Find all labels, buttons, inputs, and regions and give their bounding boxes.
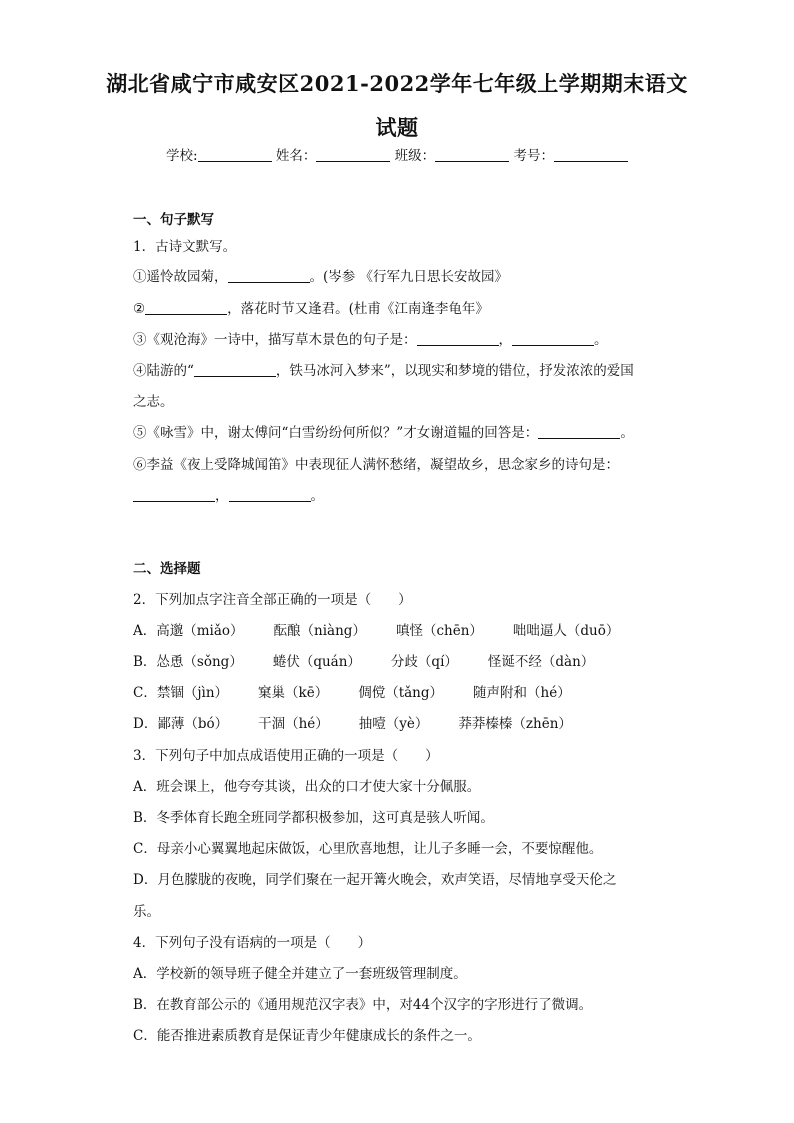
class-blank[interactable] bbox=[435, 147, 509, 162]
item-c-comma: ， bbox=[498, 332, 512, 348]
option-a-word-3: 嗔怪（chēn） bbox=[395, 623, 483, 639]
option-d-word-1: D．鄙薄（bó） bbox=[133, 716, 229, 732]
item-e-blank[interactable] bbox=[538, 424, 620, 439]
item-d-text: ④陆游的“ bbox=[133, 363, 194, 379]
item-c-blank-1[interactable] bbox=[417, 331, 499, 346]
question-1-item-e bbox=[133, 421, 634, 441]
item-a-source: 。(岑参 《行军九日思长安故园》 bbox=[309, 269, 509, 285]
question-3-option-d-wrap: 乐。 bbox=[133, 904, 160, 920]
option-a-word-2: 酝酿（niàng） bbox=[273, 623, 366, 639]
item-d-blank[interactable] bbox=[194, 362, 276, 377]
option-c-word-3: 倜傥（tǎng） bbox=[358, 685, 444, 701]
name-label: 姓名： bbox=[275, 148, 317, 164]
question-2-stem: 2．下列加点字注音全部正确的一项是（ ） bbox=[133, 592, 412, 608]
question-2-option-b[interactable] bbox=[133, 650, 624, 670]
section1-heading: 一、句子默写 bbox=[133, 212, 214, 228]
exam-title-line2: 试题 bbox=[375, 115, 419, 140]
item-f-blank-1[interactable] bbox=[133, 487, 215, 502]
exam-title-line1: 湖北省咸宁市咸安区2021-2022学年七年级上学期期末语文 bbox=[106, 71, 688, 96]
question-4-option-b[interactable]: B．在教育部公示的《通用规范汉字表》中，对44个汉字的字形进行了微调。 bbox=[133, 997, 593, 1013]
section2-heading: 二、选择题 bbox=[133, 561, 201, 577]
option-b-word-4: 怪诞不经（dàn） bbox=[487, 654, 595, 670]
question-4-stem: 4．下列句子没有语病的一项是（ ） bbox=[133, 935, 372, 951]
option-b-word-3: 分歧（qí） bbox=[390, 654, 458, 670]
item-e-period: 。 bbox=[620, 425, 634, 441]
item-f-comma: ， bbox=[215, 488, 229, 504]
question-1-item-d bbox=[133, 359, 634, 379]
option-d-word-4: 莽莽榛榛（zhēn） bbox=[458, 716, 572, 732]
question-1-stem: 1．古诗文默写。 bbox=[133, 239, 237, 255]
item-b-number: ② bbox=[133, 301, 146, 317]
exam-no-label: 考号： bbox=[513, 148, 554, 164]
item-f-period: 。 bbox=[310, 488, 324, 504]
question-1-item-b bbox=[133, 297, 489, 317]
school-label: 学校: bbox=[166, 148, 198, 164]
student-info-row bbox=[0, 144, 794, 164]
option-d-word-3: 抽噎（yè） bbox=[358, 716, 429, 732]
item-b-text: ，落花时节又逢君。(杜甫《江南逢李龟年》 bbox=[227, 301, 489, 317]
option-c-word-2: 窠巢（kē） bbox=[258, 685, 329, 701]
question-4-option-c[interactable]: C．能否推进素质教育是保证青少年健康成长的条件之一。 bbox=[133, 1028, 481, 1044]
item-c-blank-2[interactable] bbox=[512, 331, 594, 346]
question-3-option-c[interactable]: C．母亲小心翼翼地起床做饭，心里欣喜地想，让儿子多睡一会，不要惊醒他。 bbox=[133, 841, 603, 857]
item-c-period: 。 bbox=[594, 332, 608, 348]
question-1-item-d-wrap: 之志。 bbox=[133, 394, 174, 410]
school-blank[interactable] bbox=[198, 147, 272, 162]
item-c-text: ③《观沧海》一诗中，描写草木景色的句子是： bbox=[133, 332, 417, 348]
option-c-word-4: 随声附和（hé） bbox=[473, 685, 571, 701]
option-b-word-1: B．怂恿（sǒng） bbox=[133, 654, 243, 670]
option-b-word-2: 蜷伏（quán） bbox=[272, 654, 361, 670]
option-a-word-1: A．高邈（miǎo） bbox=[133, 623, 244, 639]
item-f-blank-2[interactable] bbox=[229, 487, 311, 502]
option-c-word-1: C．禁锢（jìn） bbox=[133, 685, 229, 701]
item-d-text-cont: ，铁马冰河入梦来”，以现实和梦境的错位，抒发浓浓的爱国 bbox=[275, 363, 634, 379]
option-d-word-2: 干涸（hé） bbox=[258, 716, 329, 732]
question-3-stem: 3．下列句子中加点成语使用正确的一项是（ ） bbox=[133, 748, 439, 764]
item-e-text: ⑤《咏雪》中，谢太傅问“白雪纷纷何所似？”才女谢道韫的回答是： bbox=[133, 425, 539, 441]
class-label: 班级： bbox=[394, 148, 436, 164]
question-3-option-d[interactable]: D．月色朦胧的夜晚，同学们聚在一起开篝火晚会，欢声笑语，尽情地享受天伦之 bbox=[133, 872, 617, 888]
question-1-item-c bbox=[133, 328, 608, 348]
question-4-option-a[interactable]: A．学校新的领导班子健全并建立了一套班级管理制度。 bbox=[133, 966, 467, 982]
item-a-text: ①遥怜故园菊， bbox=[133, 269, 228, 285]
option-a-word-4: 咄咄逼人（duō） bbox=[512, 623, 620, 639]
exam-no-blank[interactable] bbox=[554, 147, 628, 162]
item-a-blank[interactable] bbox=[228, 268, 310, 283]
item-b-blank[interactable] bbox=[145, 300, 227, 315]
question-2-option-d[interactable] bbox=[133, 712, 602, 732]
question-3-option-b[interactable]: B．冬季体育长跑全班同学都积极参加，这可真是骇人听闻。 bbox=[133, 810, 494, 826]
question-1-item-f-blanks bbox=[133, 484, 324, 504]
question-2-option-a[interactable] bbox=[133, 619, 649, 639]
question-1-item-a bbox=[133, 265, 508, 285]
question-1-item-f: ⑥李益《夜上受降城闻笛》中表现征人满怀愁绪，凝望故乡，思念家乡的诗句是： bbox=[133, 457, 619, 473]
question-2-option-c[interactable] bbox=[133, 681, 601, 701]
name-blank[interactable] bbox=[316, 147, 390, 162]
question-3-option-a[interactable]: A．班会课上，他夸夸其谈，出众的口才使大家十分佩服。 bbox=[133, 779, 481, 795]
